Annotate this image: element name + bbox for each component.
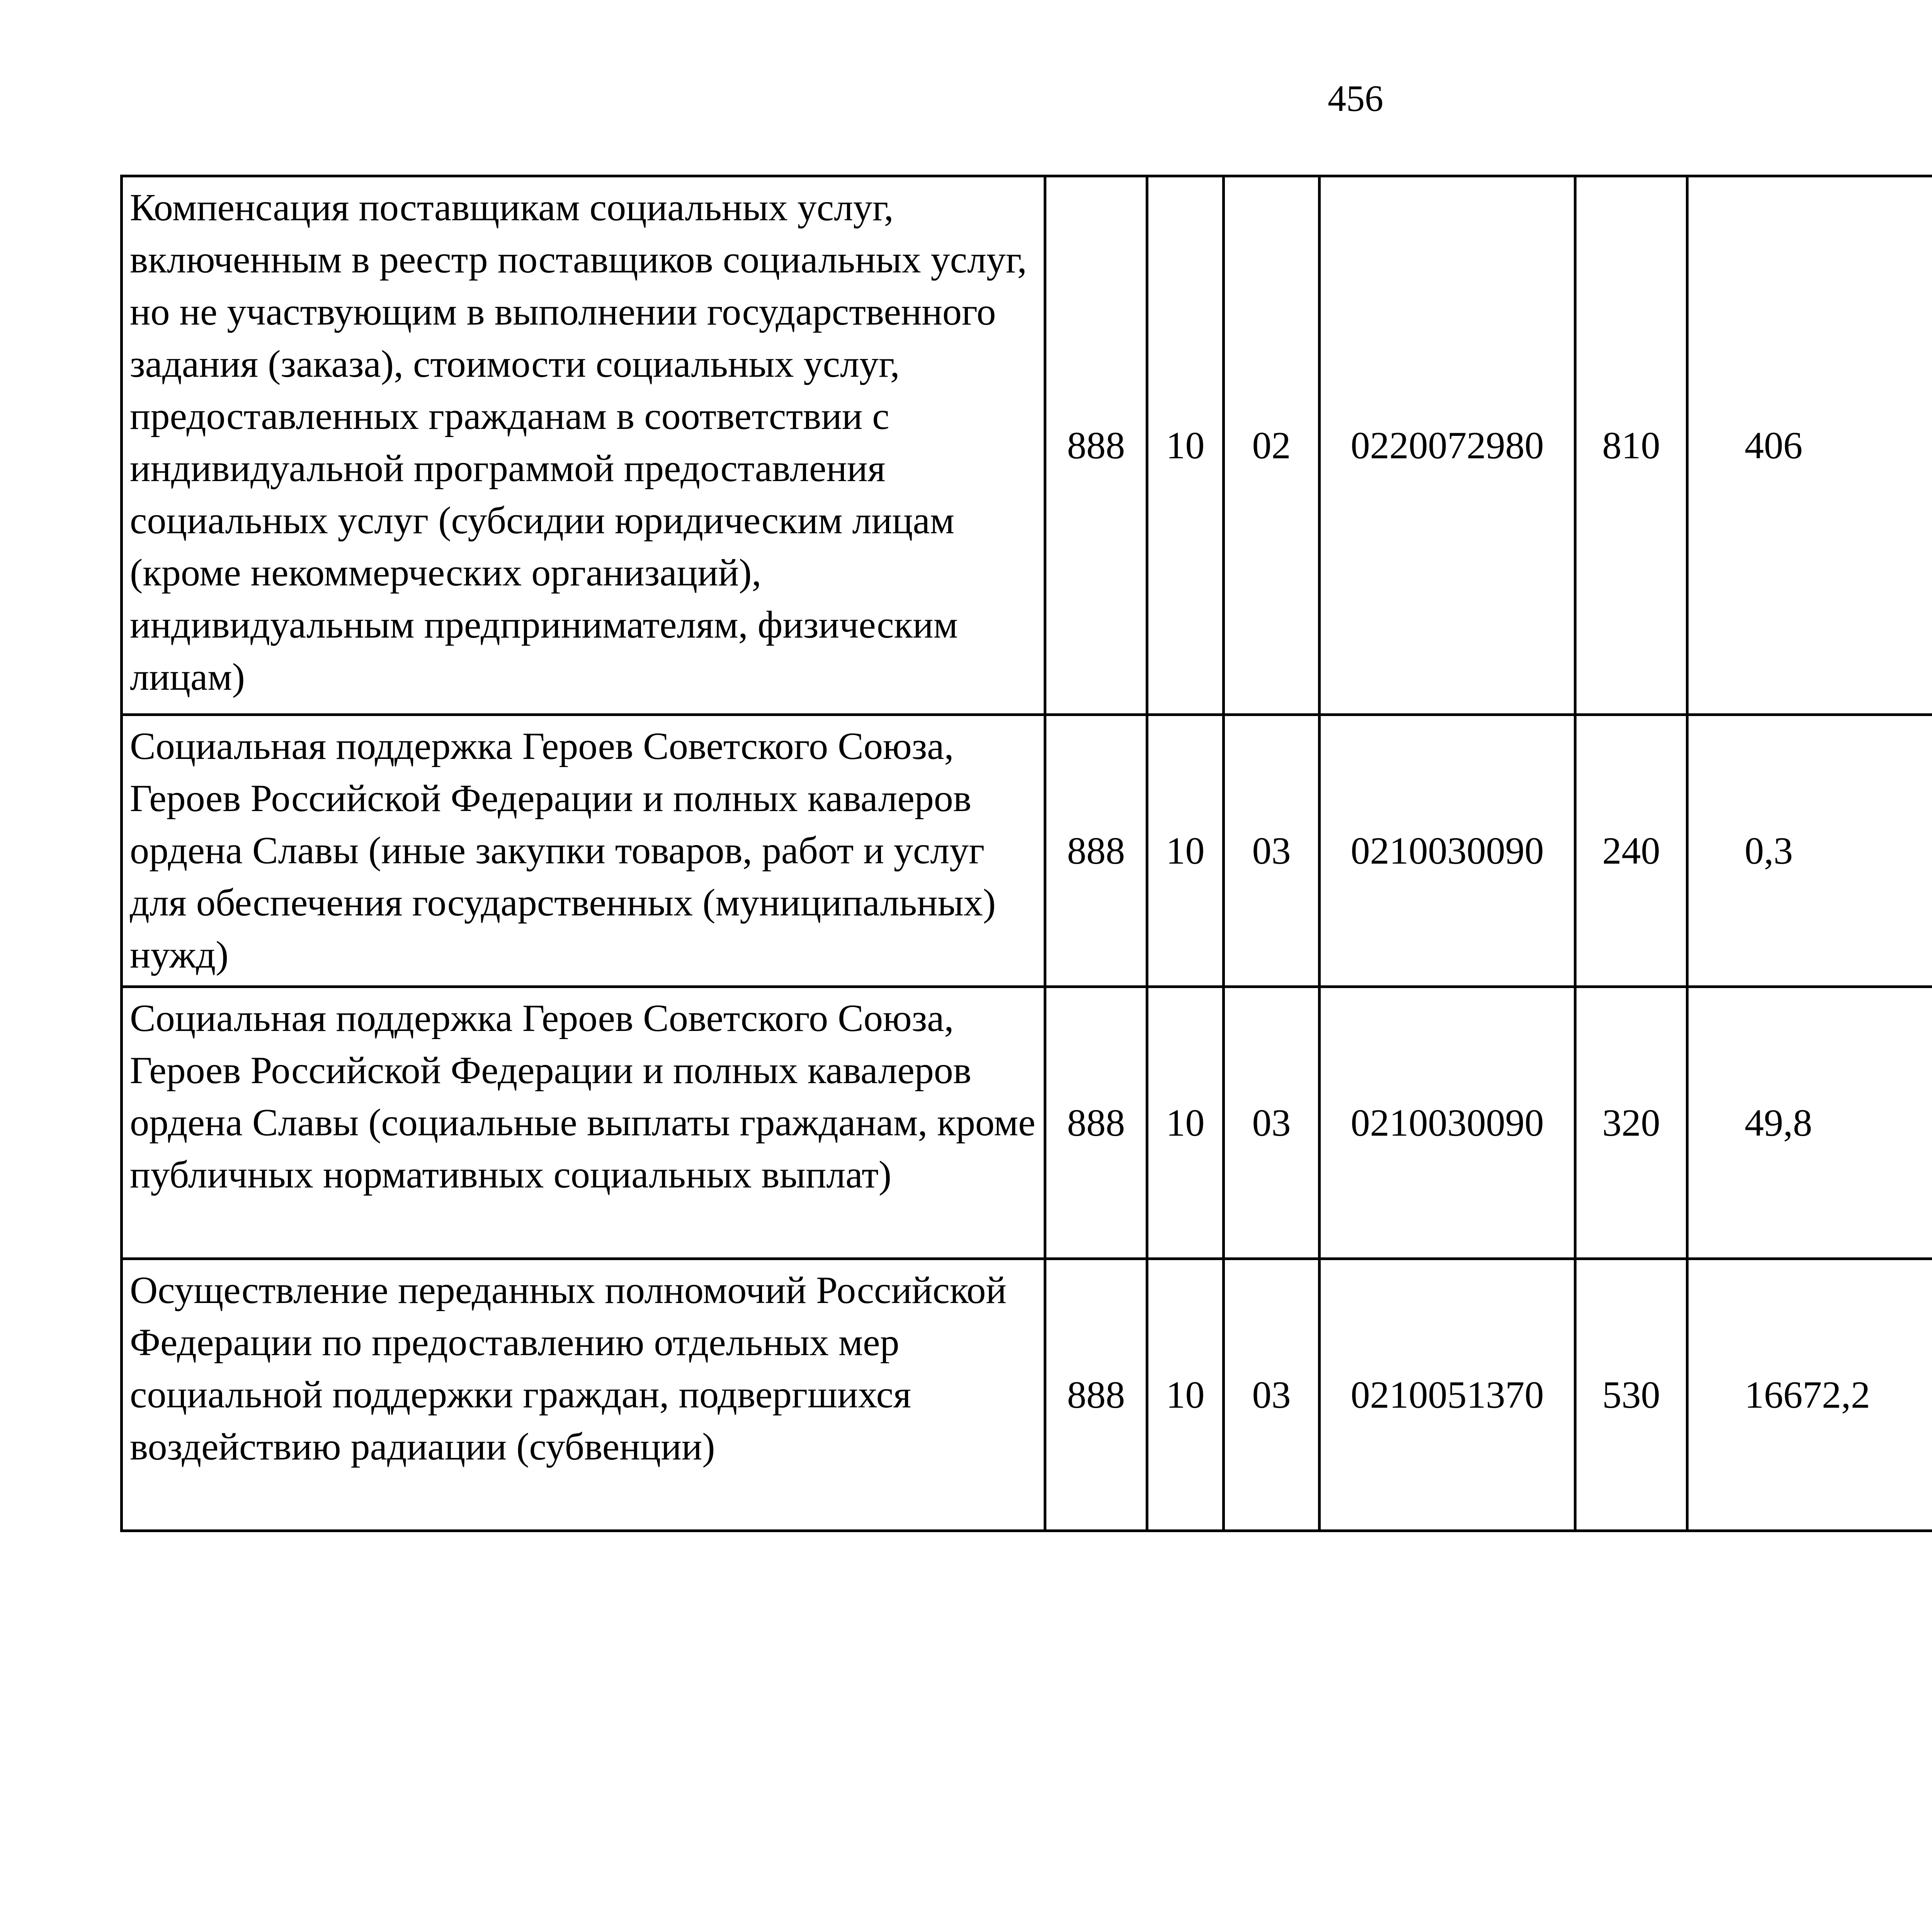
target-article-code: 0210030090 — [1320, 715, 1575, 987]
expense-type-code: 240 — [1575, 715, 1687, 987]
subsection-code: 03 — [1224, 1259, 1320, 1531]
target-article-code: 0210030090 — [1320, 987, 1575, 1259]
ministry-code: 888 — [1045, 176, 1147, 715]
table-row — [122, 176, 1932, 715]
section-code: 10 — [1147, 987, 1224, 1259]
table-row — [122, 987, 1932, 1259]
target-article-code: 0220072980 — [1320, 176, 1575, 715]
expense-type-code: 810 — [1575, 176, 1687, 715]
subsection-code: 02 — [1224, 176, 1320, 715]
section-code: 10 — [1147, 176, 1224, 715]
subsection-code: 03 — [1224, 987, 1320, 1259]
amount-year-1: 0,3 — [1687, 715, 1932, 987]
row-description: Социальная поддержка Героев Советского Союза, Героев Российской Федерации и полных кавалеров ордена Славы (социальные выплаты гражданам, кроме публичных нормативных социальных выплат) — [122, 987, 1045, 1259]
section-code: 10 — [1147, 1259, 1224, 1531]
page-number: 456 — [1328, 78, 1383, 119]
budget-table — [120, 175, 1932, 1532]
section-code: 10 — [1147, 715, 1224, 987]
expense-type-code: 530 — [1575, 1259, 1687, 1531]
row-description: Осуществление переданных полномочий Российской Федерации по предоставлению отдельных мер социальной поддержки граждан, подвергшихся воздействию радиации (субвенции) — [122, 1259, 1045, 1531]
amount-year-1: 49,8 — [1687, 987, 1932, 1259]
table-row — [122, 715, 1932, 987]
ministry-code: 888 — [1045, 987, 1147, 1259]
target-article-code: 0210051370 — [1320, 1259, 1575, 1531]
amount-year-1: 16672,2 — [1687, 1259, 1932, 1531]
row-description: Компенсация поставщикам социальных услуг, включенным в реестр поставщиков социальных услуг, но не участвующим в выполнении государственного задания (заказа), стоимости социальных услуг, предоставленных гражданам в соответствии с индивидуальной программой предоставления социальных услуг (субсидии юридическим лицам (кроме некоммерческих организаций), индивидуальным предпринимателям, физическим лицам) — [122, 176, 1045, 715]
ministry-code: 888 — [1045, 715, 1147, 987]
table-row — [122, 1259, 1932, 1531]
row-description: Социальная поддержка Героев Советского Союза, Героев Российской Федерации и полных кавалеров ордена Славы (иные закупки товаров, работ и услуг для обеспечения государственных (муниципальных) нужд) — [122, 715, 1045, 987]
amount-year-1: 406 — [1687, 176, 1932, 715]
subsection-code: 03 — [1224, 715, 1320, 987]
expense-type-code: 320 — [1575, 987, 1687, 1259]
ministry-code: 888 — [1045, 1259, 1147, 1531]
